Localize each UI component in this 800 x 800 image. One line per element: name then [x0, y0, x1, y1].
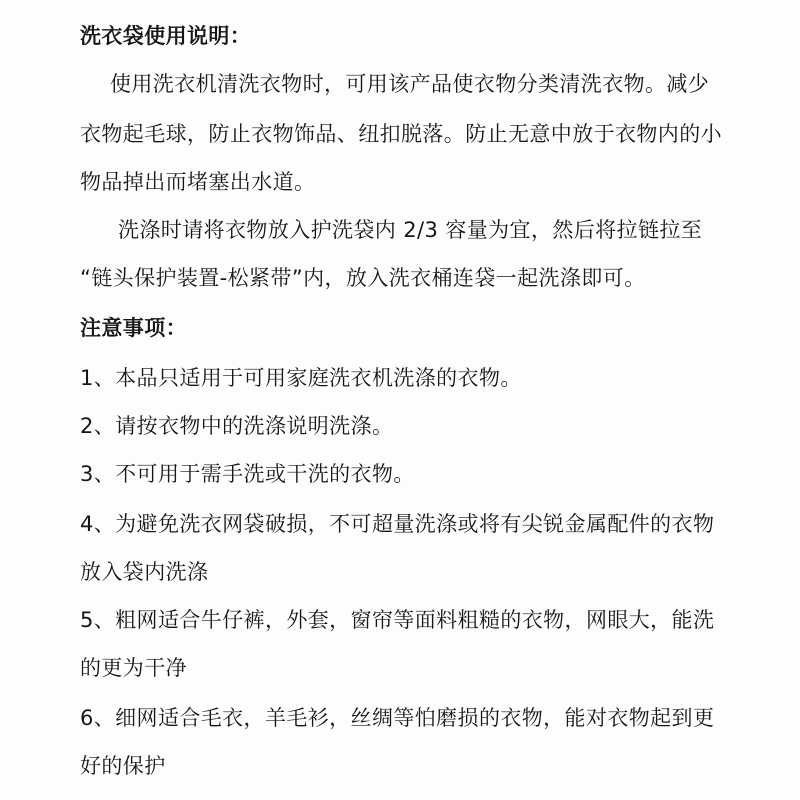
note-4-line-1: 4、为避免洗衣网袋破损，不可超量洗涤或将有尖锐金属配件的衣物: [80, 512, 715, 536]
intro-paragraph-1-line-2: 衣物起毛球，防止衣物饰品、纽扣脱落。防止无意中放于衣物内的小: [80, 122, 722, 146]
intro-paragraph-2-line-1: 洗涤时请将衣物放入护洗袋内 2/3 容量为宜，然后将拉链拉至: [118, 218, 703, 242]
note-6-line-2: 好的保护: [80, 754, 166, 778]
note-6-line-1: 6、细网适合毛衣，羊毛衫，丝绸等怕磨损的衣物，能对衣物起到更: [80, 706, 715, 730]
document-title: 洗衣袋使用说明：: [80, 24, 252, 48]
note-4-line-2: 放入袋内洗涤: [80, 560, 209, 584]
intro-paragraph-1-line-1: 使用洗衣机清洗衣物时，可用该产品使衣物分类清洗衣物。减少: [110, 72, 710, 96]
note-1: 1、本品只适用于可用家庭洗衣机洗涤的衣物。: [80, 366, 522, 390]
note-3: 3、不可用于需手洗或干洗的衣物。: [80, 462, 415, 486]
note-2: 2、请按衣物中的洗涤说明洗涤。: [80, 414, 394, 438]
note-5-line-2: 的更为干净: [80, 656, 187, 680]
intro-paragraph-1-line-3: 物品掉出而堵塞出水道。: [80, 170, 316, 194]
intro-paragraph-2-line-2: “链头保护装置-松紧带”内，放入洗衣桶连袋一起洗涤即可。: [80, 266, 646, 290]
notes-heading: 注意事项：: [80, 316, 187, 340]
note-5-line-1: 5、粗网适合牛仔裤，外套，窗帘等面料粗糙的衣物，网眼大，能洗: [80, 608, 715, 632]
